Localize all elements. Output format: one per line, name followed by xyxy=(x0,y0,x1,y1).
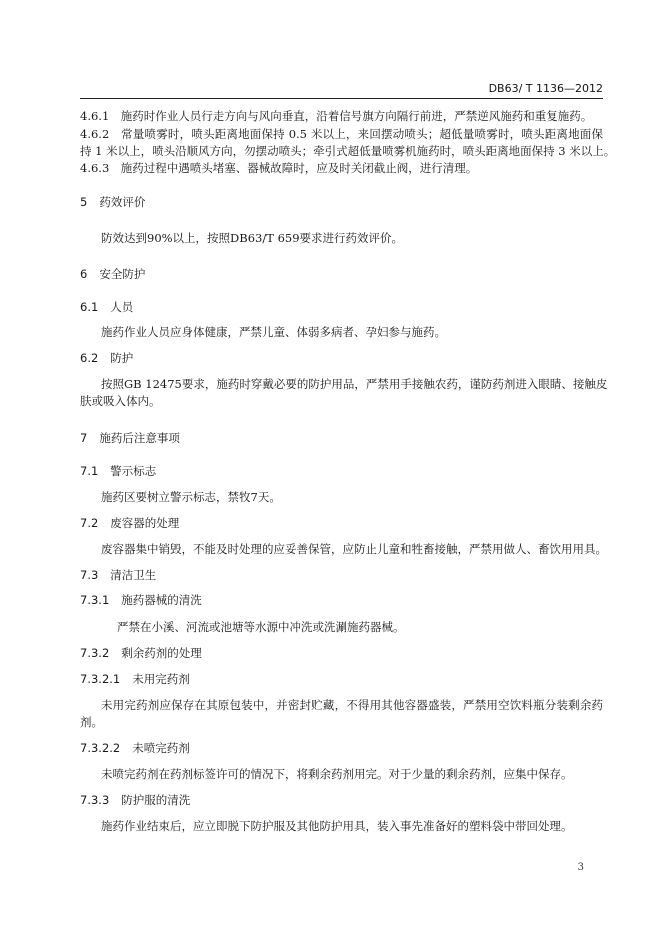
section-number: 7.2 xyxy=(80,516,99,530)
section-5-heading xyxy=(80,194,145,211)
section-title: 未喷完药剂 xyxy=(132,741,190,755)
section-7-1-text: 施药区要树立警示标志，禁牧7天。 xyxy=(101,490,281,504)
section-title: 药效评价 xyxy=(99,195,146,209)
section-number: 7.3.2 xyxy=(80,646,110,660)
section-title: 施药后注意事项 xyxy=(99,431,180,445)
section-number: 7.3.1 xyxy=(80,593,110,607)
section-number: 7.3.2.2 xyxy=(80,741,121,755)
section-title: 剩余药剂的处理 xyxy=(121,646,202,660)
section-7-3-2-2-text: 未喷完药剂在药剂标签许可的情况下，将剩余药剂用完。对于少量的剩余药剂，应集中保存。 xyxy=(101,767,573,781)
section-7-3-3-text: 施药作业结束后，应立即脱下防护服及其他防护用具，装入事先准备好的塑料袋中带回处理。 xyxy=(101,819,573,833)
clause-4-6-3: 4.6.3 施药过程中遇喷头堵塞、器械故障时，应及时关闭截止阀，进行清理。 xyxy=(80,161,478,175)
section-7-3-heading xyxy=(80,567,156,584)
section-6-1-text: 施药作业人员应身体健康，严禁儿童、体弱多病者、孕妇参与施药。 xyxy=(101,325,446,339)
section-title: 防护服的清洗 xyxy=(121,793,191,807)
section-number: 7.3.3 xyxy=(80,793,110,807)
section-title: 施药器械的清洗 xyxy=(121,593,202,607)
clause-4-6-2-line-1: 4.6.2 常量喷雾时，喷头距离地面保持 0.5 米以上，来回摆动喷头；超低量喷雾时，喷头距离地面保 xyxy=(80,127,603,141)
section-number: 6 xyxy=(80,267,88,281)
section-number: 6.2 xyxy=(80,351,99,365)
section-number: 6.1 xyxy=(80,300,99,314)
section-7-3-2-1-text-line-1: 未用完药剂应保存在其原包装中，并密封贮藏，不得用其他容器盛装，严禁用空饮料瓶分装剩余药 xyxy=(101,698,603,712)
section-7-1-heading xyxy=(80,463,156,480)
section-7-3-1-text: 严禁在小溪、河流或池塘等水源中冲洗或洗涮施药器械。 xyxy=(117,620,405,634)
section-title: 废容器的处理 xyxy=(110,516,180,530)
section-5-text: 防效达到90%以上，按照DB63/T 659要求进行药效评价。 xyxy=(101,231,404,245)
section-title: 清洁卫生 xyxy=(110,568,157,582)
section-7-3-2-1-heading xyxy=(80,671,190,688)
section-6-1-heading xyxy=(80,299,133,316)
section-title: 人员 xyxy=(110,300,134,314)
section-title: 警示标志 xyxy=(110,464,157,478)
section-7-3-2-heading xyxy=(80,645,202,662)
clause-4-6-2-line-2: 持 1 米以上，喷头沿顺风方向，勿摆动喷头；牵引式超低量喷雾机施药时，喷头距离地面保持 3 米以上。 xyxy=(80,144,616,158)
section-6-2-heading xyxy=(80,350,133,367)
section-title: 未用完药剂 xyxy=(132,672,190,686)
section-7-3-2-2-heading xyxy=(80,740,190,757)
standard-code: DB63/ T 1136—2012 xyxy=(488,82,603,95)
section-7-3-3-heading xyxy=(80,792,190,809)
section-7-2-text: 废容器集中销毁，不能及时处理的应妥善保管，应防止儿童和牲畜接触，严禁用做人、畜饮用用具。 xyxy=(101,542,607,556)
section-number: 7 xyxy=(80,431,88,445)
section-6-heading xyxy=(80,266,145,283)
clause-4-6-1: 4.6.1 施药时作业人员行走方向与风向垂直，沿着信号旗方向隔行前进，严禁逆风施药和重复施药。 xyxy=(80,109,593,123)
section-title: 安全防护 xyxy=(99,267,146,281)
header-divider xyxy=(80,98,603,99)
section-7-heading xyxy=(80,430,180,447)
section-6-2-text-line-2: 肤或吸入体内。 xyxy=(80,394,161,408)
section-7-2-heading xyxy=(80,515,179,532)
section-number: 5 xyxy=(80,195,88,209)
section-7-3-1-heading xyxy=(80,592,202,609)
section-number: 7.3 xyxy=(80,568,99,582)
section-number: 7.1 xyxy=(80,464,99,478)
page-number: 3 xyxy=(577,862,584,873)
section-7-3-2-1-text-line-2: 剂。 xyxy=(80,715,103,729)
section-number: 7.3.2.1 xyxy=(80,672,121,686)
section-6-2-text-line-1: 按照GB 12475要求，施药时穿戴必要的防护用品，严禁用手接触农药，谨防药剂进入眼睛、接触皮 xyxy=(101,377,608,391)
section-title: 防护 xyxy=(110,351,134,365)
